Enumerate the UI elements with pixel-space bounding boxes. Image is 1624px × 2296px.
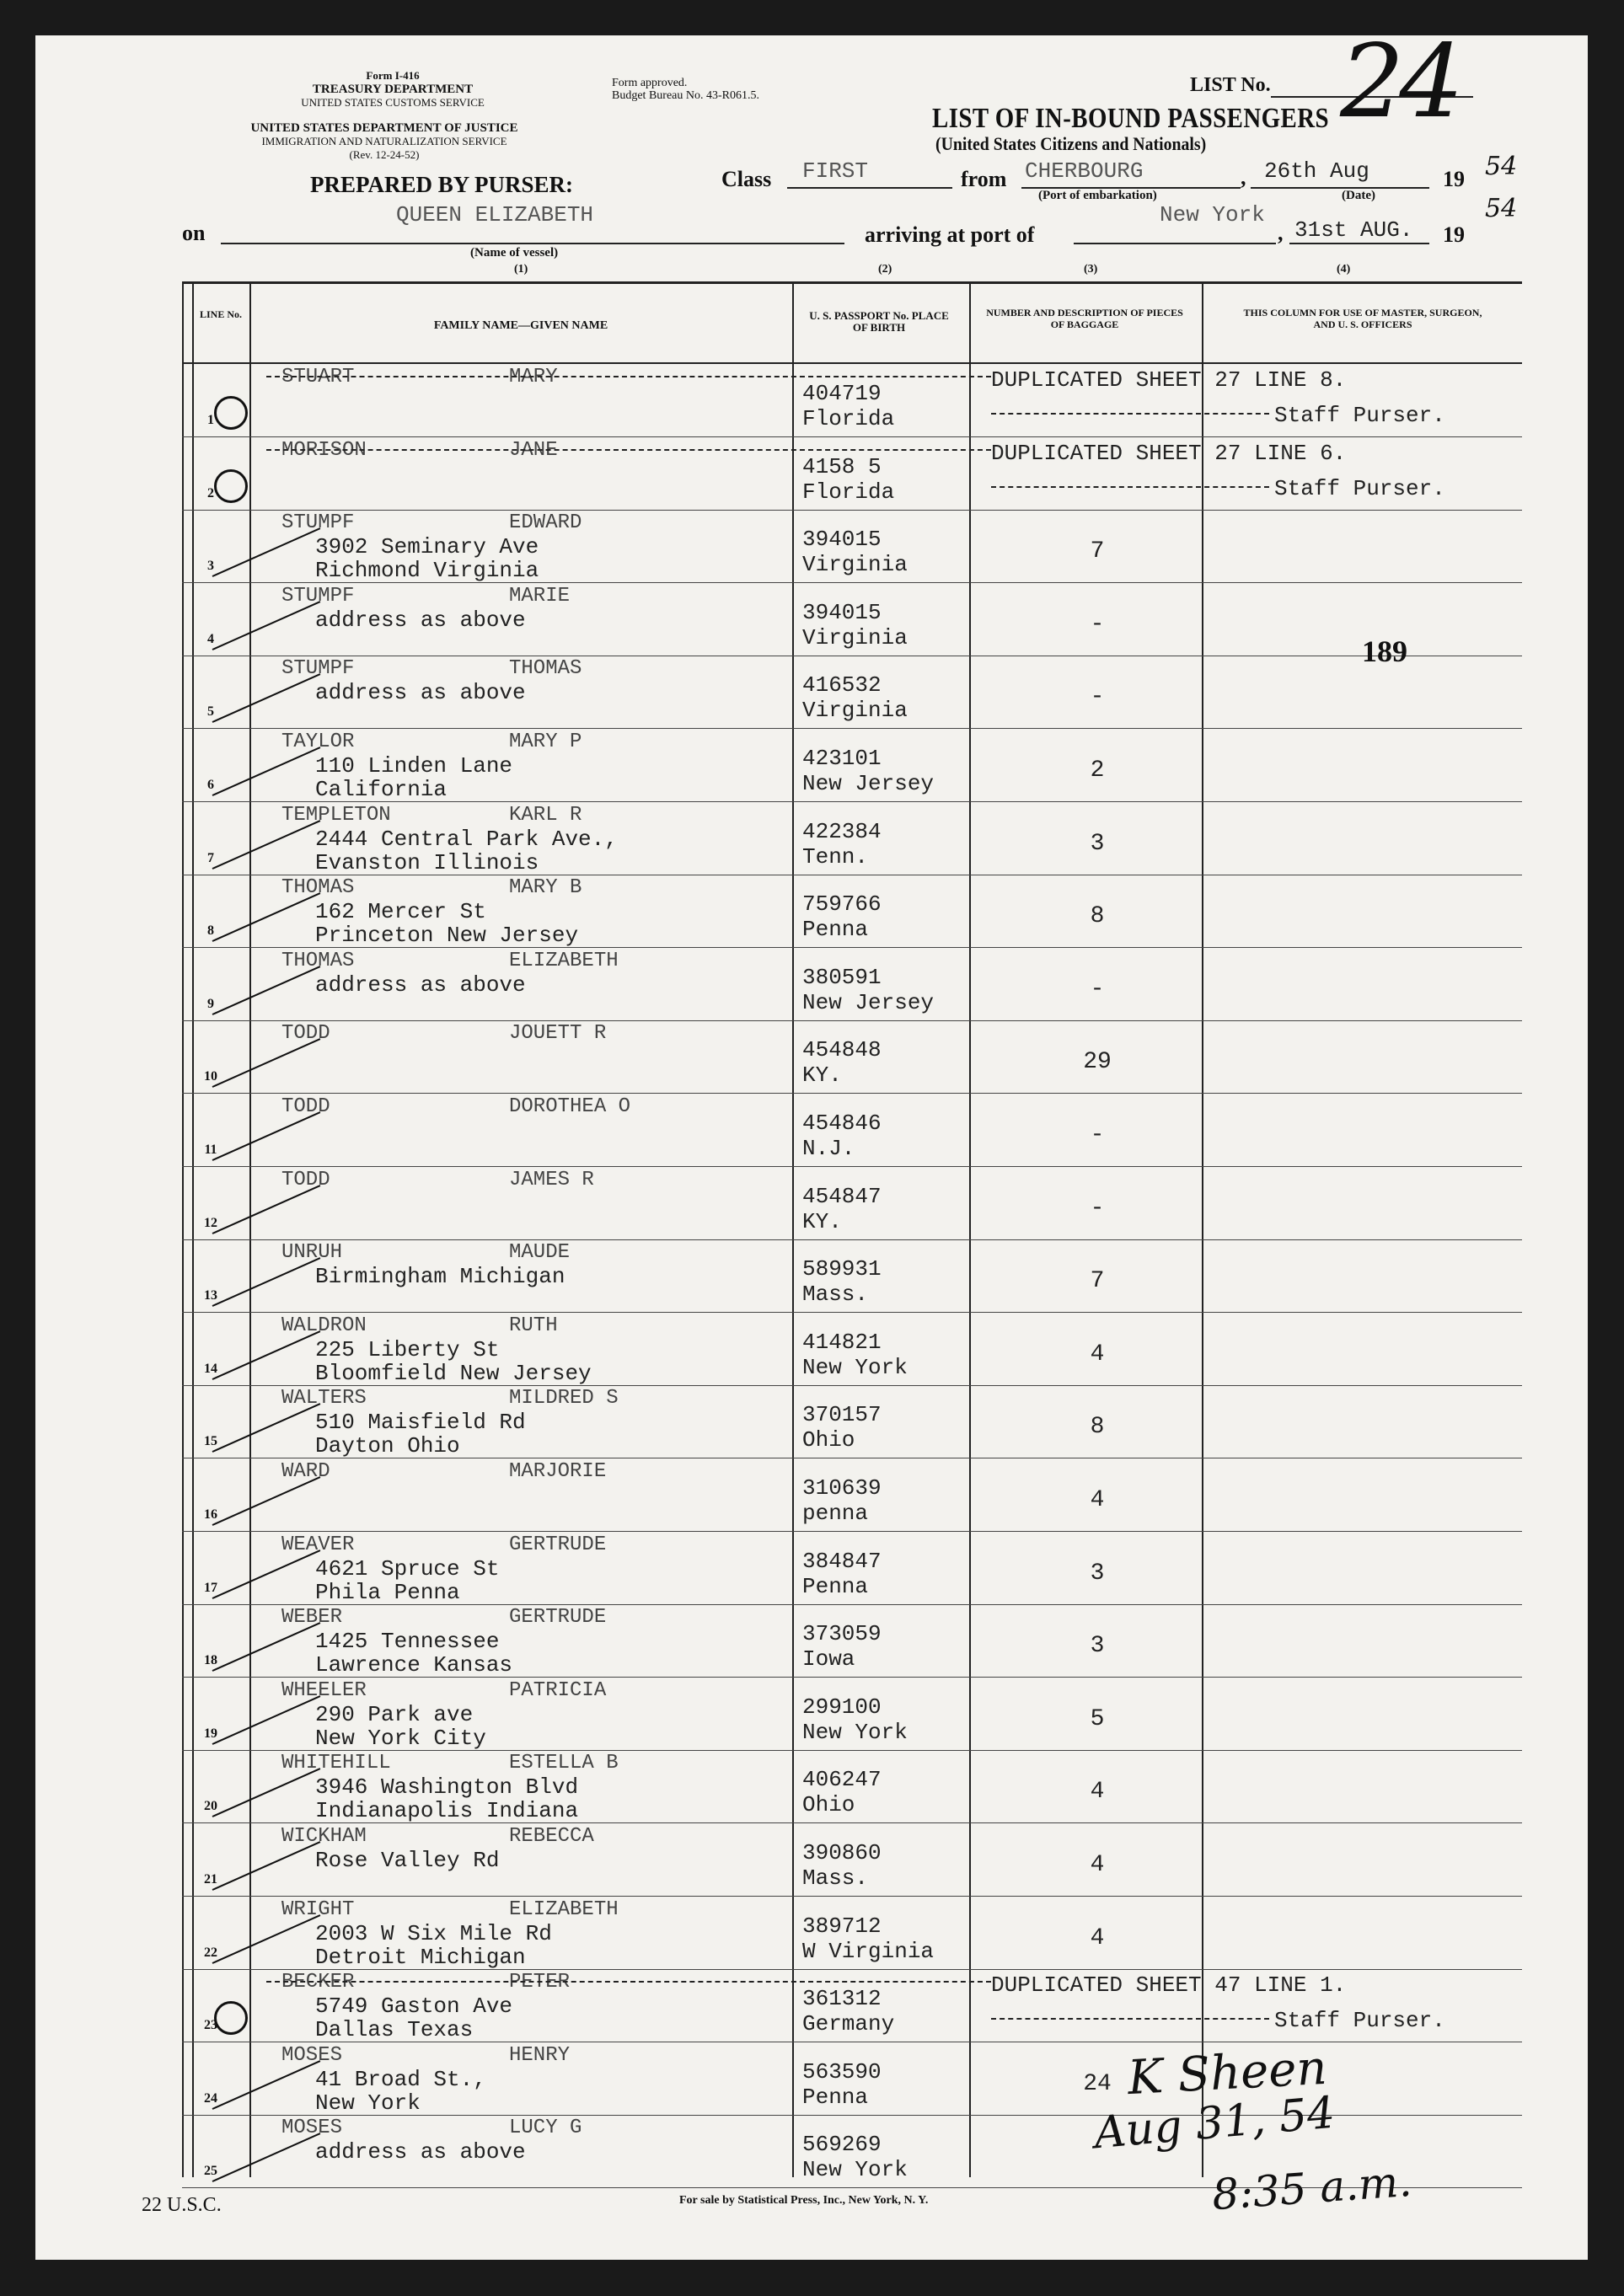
from-label: from (961, 167, 1007, 191)
passport-number: 390860 (802, 1840, 882, 1865)
family-name: THOMAS (281, 876, 355, 900)
passport-number: 589931 (802, 1256, 882, 1282)
check-mark (212, 747, 321, 796)
place-of-birth: penna (802, 1501, 869, 1526)
line-number: 2 (207, 485, 214, 500)
check-mark (212, 1914, 321, 1964)
family-name: TODD (281, 1022, 330, 1046)
passport-number: 380591 (802, 964, 882, 990)
place-of-birth: Florida (802, 406, 895, 431)
family-name: WARD (281, 1460, 330, 1483)
page-subtitle: (United States Citizens and Nationals) (935, 133, 1207, 154)
family-name: MORISON (281, 438, 367, 462)
check-mark (212, 1404, 321, 1453)
table-row (182, 656, 1522, 729)
baggage-count: 7 (1090, 538, 1105, 565)
arrival-comma: , (1278, 221, 1284, 245)
staff-purser-note: Staff Purser. (1274, 403, 1445, 428)
strike-dash-line (266, 449, 991, 451)
line-number: 23 (204, 2018, 217, 2033)
page-title: LIST OF IN-BOUND PASSENGERS (932, 103, 1330, 134)
footer-statute: 22 U.S.C. (142, 2194, 222, 2216)
strike-dash-line (266, 376, 991, 377)
check-mark (212, 1330, 321, 1380)
customs-service: UNITED STATES CUSTOMS SERVICE (301, 96, 485, 109)
address-line-1: Birmingham Michigan (315, 1264, 565, 1290)
address-line-1: 2444 Central Park Ave., (315, 826, 618, 852)
family-name: TAYLOR (281, 731, 355, 753)
passport-number: 563590 (802, 2058, 882, 2085)
passport-number: 454846 (802, 1111, 882, 1136)
given-name: LUCY G (509, 2117, 582, 2140)
baggage-count: - (1090, 976, 1105, 1003)
class-line (787, 187, 952, 189)
embarkation-caption: (Port of embarkation) (1038, 189, 1157, 202)
table-row (182, 802, 1522, 875)
given-name: PETER (509, 1971, 571, 1994)
given-name: GERTRUDE (509, 1606, 607, 1630)
vessel-line (221, 243, 844, 244)
passport-number: 406247 (802, 1767, 882, 1793)
check-mark (212, 1695, 321, 1745)
duplicate-note: DUPLICATED SHEET 27 LINE 6. (991, 440, 1347, 466)
table-row (182, 1897, 1522, 1970)
place-of-birth: Virginia (802, 698, 908, 724)
address-line-2: Detroit Michigan (315, 1944, 526, 1970)
table-row (182, 729, 1522, 802)
given-name: JAMES R (509, 1168, 594, 1191)
col-header-baggage: NUMBER AND DESCRIPTION OF PIECES OF BAGGAGE (986, 307, 1183, 330)
list-no-label: LIST No. (1190, 74, 1271, 96)
staff-purser-note: Staff Purser. (1274, 475, 1445, 501)
given-name: MARY B (509, 876, 582, 900)
address-line-2: Bloomfield New Jersey (315, 1360, 592, 1386)
passport-number: 423101 (802, 746, 882, 771)
departure-date: 26th Aug (1264, 158, 1369, 184)
duplicate-note: DUPLICATED SHEET 27 LINE 8. (991, 367, 1347, 393)
line-number: 4 (207, 631, 214, 646)
place-of-birth: KY. (802, 1208, 842, 1234)
vessel-name: QUEEN ELIZABETH (396, 202, 594, 227)
table-row (182, 1167, 1522, 1240)
place-of-birth: Tenn. (802, 843, 869, 870)
baggage-count: 4 (1090, 1341, 1105, 1367)
address-line-1: 4621 Spruce St (315, 1555, 500, 1582)
officer-count: 189 (1362, 634, 1407, 668)
address-line-1: 41 Broad St., (315, 2066, 486, 2092)
passport-number: 361312 (802, 1986, 882, 2012)
duplicate-note: DUPLICATED SHEET 47 LINE 1. (991, 1972, 1347, 1999)
family-name: WHEELER (281, 1678, 367, 1702)
address-line-1: address as above (315, 607, 526, 633)
family-name: WHITEHILL (281, 1752, 391, 1775)
address-line-1: 1425 Tennessee (315, 1629, 500, 1655)
address-line-1: 3902 Seminary Ave (315, 534, 539, 560)
form-number: Form I-416 (366, 69, 420, 82)
given-name: MILDRED S (509, 1387, 619, 1410)
passport-number: 454848 (802, 1037, 882, 1063)
address-line-1: 510 Maisfield Rd (315, 1410, 526, 1436)
passport-number: 454847 (802, 1183, 882, 1209)
place-of-birth: Mass. (802, 1282, 869, 1308)
line-number: 19 (204, 1726, 217, 1741)
address-line-2: Richmond Virginia (315, 558, 539, 584)
purser-dash-line (991, 2018, 1269, 2020)
line-number: 3 (207, 559, 214, 574)
officer-signature: K Sheen (1126, 2040, 1328, 2106)
baggage-count: 5 (1090, 1705, 1105, 1732)
budget-bureau: Budget Bureau No. 43-R061.5. (612, 89, 759, 102)
vessel-caption: (Name of vessel) (470, 246, 559, 260)
col-num-1: (1) (514, 263, 528, 276)
arrival-date-line (1289, 243, 1429, 244)
check-mark (212, 1257, 321, 1307)
address-line-2: Indianapolis Indiana (315, 1798, 579, 1824)
check-mark (212, 966, 321, 1015)
check-mark (212, 1185, 321, 1234)
place-of-birth: Ohio (802, 1792, 855, 1818)
check-mark (212, 1549, 321, 1599)
place-of-birth: Penna (802, 917, 869, 943)
ins-service: IMMIGRATION AND NATURALIZATION SERVICE (261, 135, 507, 147)
line-number: 11 (204, 1143, 217, 1157)
revision-date: (Rev. 12-24-52) (349, 148, 420, 161)
line-number: 12 (204, 1215, 217, 1230)
address-line-2: Dallas Texas (315, 2017, 474, 2043)
line-number: 17 (204, 1580, 217, 1595)
passport-number: 394015 (802, 599, 882, 625)
family-name: BECKER (281, 1971, 355, 1994)
place-of-birth: Iowa (802, 1646, 855, 1672)
passport-number: 759766 (802, 891, 882, 918)
baggage-count: - (1090, 684, 1105, 711)
form-approved: Form approved. (612, 77, 688, 89)
table-row (182, 1094, 1522, 1167)
address-line-1: 110 Linden Lane (315, 753, 513, 779)
table-row (182, 1239, 1522, 1313)
address-line-1: 225 Liberty St (315, 1336, 500, 1362)
family-name: WALDRON (281, 1314, 367, 1337)
family-name: STUMPF (281, 657, 355, 681)
given-name: JOUETT R (509, 1022, 607, 1046)
family-name: UNRUH (281, 1241, 343, 1265)
table-row (182, 1604, 1522, 1678)
place-of-birth: KY. (802, 1062, 842, 1089)
table-row (182, 437, 1522, 511)
footer-printer: For sale by Statistical Press, Inc., New York, N. Y. (679, 2194, 929, 2207)
check-mark (212, 1039, 321, 1089)
family-name: WALTERS (281, 1387, 367, 1410)
given-name: MARY (509, 366, 558, 388)
table-row (182, 510, 1522, 583)
family-name: TEMPLETON (281, 803, 391, 827)
given-name: MARY P (509, 731, 582, 753)
check-mark (212, 892, 321, 942)
address-line-2: Dayton Ohio (315, 1433, 460, 1459)
baggage-count: 4 (1090, 1779, 1105, 1806)
class-value: FIRST (802, 158, 869, 184)
family-name: MOSES (281, 2117, 343, 2140)
address-line-1: address as above (315, 680, 526, 706)
family-name: STUART (281, 366, 355, 388)
address-line-2: California (315, 777, 448, 802)
line-number: 1 (207, 413, 214, 427)
treasury-dept: TREASURY DEPARTMENT (312, 83, 474, 96)
place-of-birth: N.J. (802, 1136, 855, 1161)
address-line-2: New York (315, 2090, 421, 2116)
passport-number: 373059 (802, 1621, 882, 1647)
given-name: REBECCA (509, 1825, 594, 1848)
justice-dept: UNITED STATES DEPARTMENT OF JUSTICE (250, 121, 518, 135)
place-of-birth: New Jersey (802, 989, 935, 1015)
family-name: STUMPF (281, 584, 355, 607)
baggage-count: 3 (1090, 1560, 1105, 1587)
circled-line-mark (214, 469, 248, 503)
given-name: MARJORIE (509, 1460, 607, 1483)
line-number: 24 (204, 2090, 217, 2106)
baggage-count: 4 (1090, 1487, 1105, 1513)
circled-line-mark (214, 396, 248, 430)
address-line-1: 5749 Gaston Ave (315, 1994, 513, 2020)
purser-dash-line (991, 486, 1269, 488)
baggage-count: 3 (1090, 830, 1105, 857)
check-mark (212, 2133, 321, 2183)
given-name: DOROTHEA O (509, 1095, 631, 1118)
check-mark (212, 2060, 321, 2110)
address-line-1: 290 Park ave (315, 1701, 474, 1727)
line-number: 10 (204, 1069, 217, 1084)
given-name: GERTRUDE (509, 1533, 607, 1556)
circled-line-mark (214, 2001, 248, 2035)
staff-purser-note: Staff Purser. (1274, 2008, 1445, 2034)
family-name: WICKHAM (281, 1825, 367, 1848)
arrival-year-prefix: 19 (1443, 222, 1465, 247)
address-line-2: New York City (315, 1725, 486, 1751)
date-caption: (Date) (1342, 189, 1375, 202)
col-num-4: (4) (1337, 263, 1351, 276)
col-header-passport: U. S. PASSPORT No. PLACE OF BIRTH (809, 309, 949, 334)
check-mark (212, 1111, 321, 1161)
passport-number: 414821 (802, 1329, 882, 1355)
baggage-count: 4 (1090, 1924, 1105, 1951)
given-name: ELIZABETH (509, 1897, 619, 1921)
check-mark (212, 1622, 321, 1672)
address-line-2: Princeton New Jersey (315, 923, 579, 949)
table-top-rule (182, 281, 1522, 284)
on-label: on (182, 221, 206, 245)
col-num-2: (2) (878, 263, 892, 276)
family-name: TODD (281, 1095, 330, 1118)
place-of-birth: Florida (802, 479, 895, 505)
address-line-1: Rose Valley Rd (315, 1848, 500, 1873)
given-name: JANE (509, 438, 558, 462)
baggage-count: 4 (1090, 1852, 1105, 1878)
line-number: 14 (204, 1361, 217, 1376)
passport-number: 394015 (802, 527, 882, 553)
family-name: WEAVER (281, 1533, 355, 1556)
line-number: 9 (207, 996, 214, 1011)
col-header-name: FAMILY NAME—GIVEN NAME (433, 319, 608, 332)
line-number: 16 (204, 1507, 217, 1522)
table-row (182, 1385, 1522, 1458)
place-of-birth: New York (802, 1354, 908, 1380)
check-mark (212, 674, 321, 724)
line-number: 8 (207, 923, 214, 939)
line-number: 20 (204, 1799, 217, 1814)
check-mark (212, 1769, 321, 1818)
arrival-date: 31st AUG. (1294, 217, 1413, 243)
line-number: 25 (204, 2164, 217, 2179)
passport-number: 299100 (802, 1694, 882, 1720)
baggage-count: 3 (1090, 1633, 1105, 1660)
baggage-count: - (1090, 1122, 1105, 1148)
col-num-3: (3) (1084, 263, 1098, 276)
table-row (182, 948, 1522, 1021)
address-line-2: Lawrence Kansas (315, 1652, 513, 1678)
baggage-count: 8 (1090, 903, 1105, 930)
given-name: MARIE (509, 584, 571, 607)
address-line-1: 3946 Washington Blvd (315, 1774, 579, 1801)
baggage-count: 2 (1090, 757, 1105, 784)
place-of-birth: Penna (802, 1573, 869, 1599)
departure-year: 54 (1485, 152, 1518, 181)
address-line-1: 162 Mercer St (315, 899, 486, 925)
given-name: HENRY (509, 2043, 571, 2067)
check-mark (212, 601, 321, 650)
arriving-label: arriving at port of (865, 222, 1035, 247)
place-of-birth: Virginia (802, 624, 908, 650)
line-number: 21 (204, 1872, 217, 1887)
passport-number: 370157 (802, 1402, 882, 1428)
table-row (182, 1750, 1522, 1823)
strike-dash-line (266, 1981, 991, 1983)
place-of-birth: Ohio (802, 1427, 855, 1453)
table-row (182, 1532, 1522, 1605)
arrival-port: New York (1160, 202, 1265, 227)
baggage-count: - (1090, 1195, 1105, 1222)
place-of-birth: Penna (802, 2084, 869, 2110)
line-number: 13 (204, 1288, 217, 1303)
table-row (182, 875, 1522, 948)
table-row (182, 1678, 1522, 1751)
table-row (182, 1823, 1522, 1897)
line-number: 6 (207, 778, 214, 792)
prepared-by-label: PREPARED BY PURSER: (310, 172, 574, 197)
baggage-count: 7 (1090, 1268, 1105, 1295)
passport-number: 389712 (802, 1913, 882, 1939)
place-of-birth: W Virginia (802, 1938, 935, 1964)
passport-number: 404719 (802, 381, 882, 406)
family-name: WEBER (281, 1606, 343, 1630)
date-comma: , (1241, 165, 1246, 190)
address-line-2: Evanston Illinois (315, 849, 539, 875)
col-header-officers: THIS COLUMN FOR USE OF MASTER, SURGEON, AND U. S. OFFICERS (1243, 307, 1482, 330)
year-prefix: 19 (1443, 167, 1465, 191)
passport-number: 416532 (802, 672, 882, 698)
given-name: EDWARD (509, 511, 582, 535)
line-number: 7 (207, 850, 214, 865)
table-row (182, 1969, 1522, 2042)
table-row (182, 1313, 1522, 1386)
given-name: ELIZABETH (509, 949, 619, 972)
address-line-1: address as above (315, 2139, 526, 2165)
place-of-birth: New York (802, 2157, 908, 2183)
given-name: THOMAS (509, 657, 582, 681)
place-of-birth: New Jersey (802, 771, 935, 796)
family-name: THOMAS (281, 949, 355, 972)
place-of-birth: Mass. (802, 1865, 869, 1891)
purser-dash-line (991, 413, 1269, 415)
address-line-2: Phila Penna (315, 1579, 460, 1605)
passport-number: 422384 (802, 818, 882, 844)
family-name: MOSES (281, 2043, 343, 2067)
family-name: STUMPF (281, 511, 355, 535)
given-name: KARL R (509, 803, 582, 827)
col-header-line-no: LINE No. (199, 308, 242, 320)
arrival-port-line (1074, 243, 1276, 244)
table-row (182, 1020, 1522, 1094)
line-number: 18 (204, 1653, 217, 1668)
table-row (182, 583, 1522, 656)
passport-number: 4158 5 (802, 453, 882, 479)
check-mark (212, 820, 321, 870)
passport-number: 384847 (802, 1548, 882, 1574)
table-row (182, 1458, 1522, 1532)
table-row (182, 364, 1522, 437)
class-label: Class (721, 167, 772, 191)
line-number: 22 (204, 1945, 217, 1960)
arrival-year: 54 (1485, 194, 1518, 223)
baggage-count: 29 (1083, 1049, 1112, 1076)
baggage-count: 8 (1090, 1414, 1105, 1441)
place-of-birth: New York (802, 1719, 908, 1745)
place-of-birth: Virginia (802, 552, 908, 578)
address-line-1: address as above (315, 971, 526, 998)
list-number-handwritten: 24 (1340, 24, 1459, 141)
line-number: 5 (207, 704, 214, 720)
family-name: WRIGHT (281, 1897, 355, 1921)
given-name: RUTH (509, 1314, 558, 1337)
given-name: MAUDE (509, 1241, 571, 1265)
date-line (1251, 187, 1429, 189)
officer-signature-time: 8:35 a.m. (1210, 2156, 1413, 2220)
given-name: PATRICIA (509, 1678, 607, 1702)
place-of-birth: Germany (802, 2011, 895, 2037)
baggage-count: 24 (1083, 2070, 1112, 2097)
check-mark (212, 527, 321, 577)
check-mark (212, 1841, 321, 1891)
line-number: 15 (204, 1434, 217, 1449)
given-name: ESTELLA B (509, 1752, 619, 1775)
officer-signature-date: Aug 31, 54 (1091, 2087, 1337, 2160)
baggage-count: - (1090, 611, 1105, 638)
passport-number: 569269 (802, 2132, 882, 2158)
check-mark (212, 1476, 321, 1526)
family-name: TODD (281, 1168, 330, 1191)
embarkation-port: CHERBOURG (1025, 158, 1144, 184)
passport-number: 310639 (802, 1475, 882, 1501)
address-line-1: 2003 W Six Mile Rd (315, 1920, 552, 1946)
